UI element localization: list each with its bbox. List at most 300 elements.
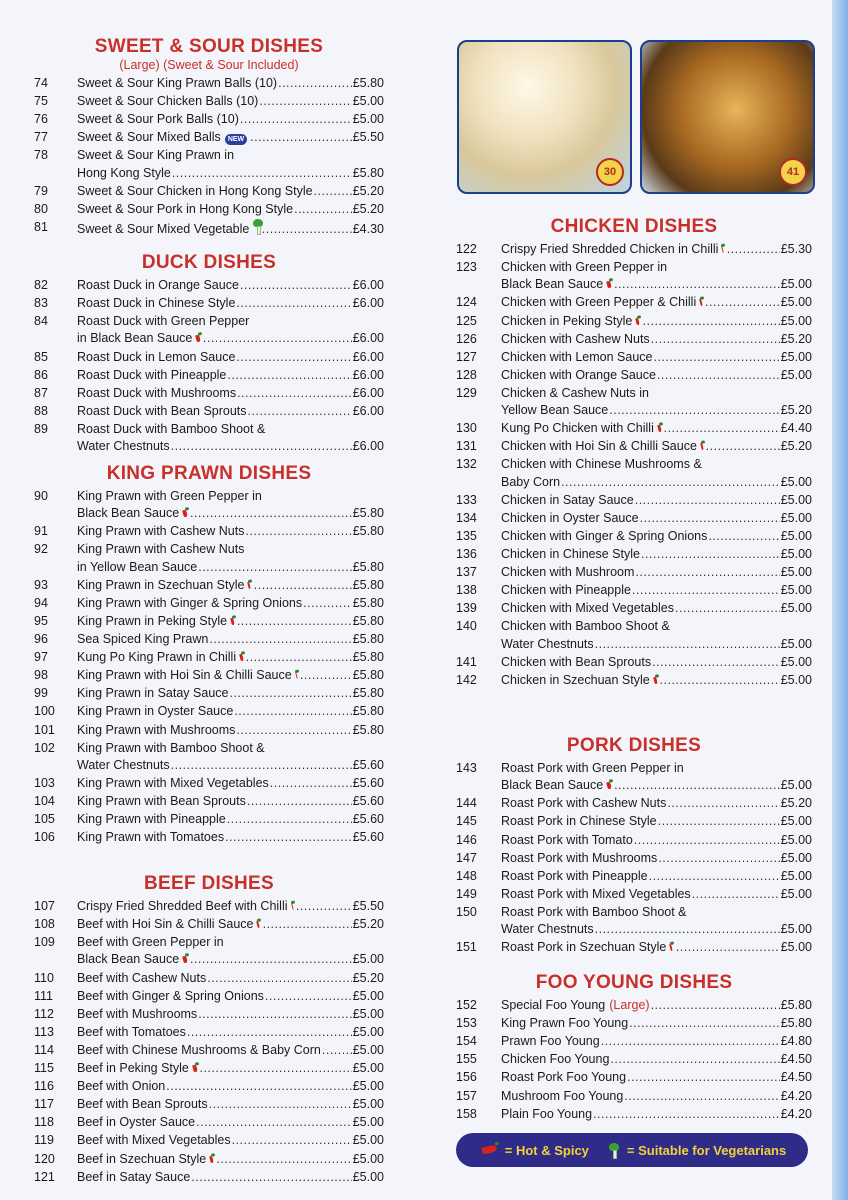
menu-item	[456, 241, 812, 258]
item-name: Sweet & Sour Mixed Vegetable	[77, 221, 250, 236]
item-name: Roast Pork with Cashew Nuts	[501, 796, 667, 811]
item-price: £5.80	[780, 998, 812, 1012]
vegetarian-icon	[609, 1143, 619, 1157]
menu-item	[34, 916, 384, 933]
size-note: (Large)	[609, 998, 650, 1012]
item-number: 97	[34, 650, 48, 665]
item-name: Special Foo Young	[501, 998, 606, 1012]
item-number: 138	[456, 583, 477, 598]
item-price: £5.00	[780, 601, 812, 616]
dot-leader	[706, 438, 780, 455]
item-price: £5.80	[352, 632, 384, 646]
item-number: 150	[456, 904, 477, 919]
dot-leader	[172, 165, 352, 182]
item-price: £5.00	[780, 922, 812, 937]
item-price: £6.00	[352, 296, 384, 311]
item-name: Beef in Oyster Sauce	[77, 1115, 196, 1130]
section-title-foo-young-dishes: FOO YOUNG DISHES	[535, 972, 733, 993]
noodles-photo	[640, 40, 815, 194]
item-number: 99	[34, 686, 48, 701]
dot-leader	[727, 241, 780, 258]
item-number: 90	[34, 489, 48, 503]
item-price: £6.00	[352, 367, 384, 382]
item-name: Roast Pork in Chinese Style	[501, 814, 657, 829]
item-name: Chicken with Green Pepper in	[501, 260, 668, 275]
item-name: Beef in Satay Sauce	[77, 1169, 191, 1184]
item-name: Beef with Cashew Nuts	[77, 970, 207, 985]
dot-leader	[171, 438, 352, 455]
item-name: Sweet & Sour King Prawn in	[77, 148, 235, 163]
dot-leader	[209, 1096, 352, 1113]
section-subtitle: (Large) (Sweet & Sour Included)	[119, 58, 299, 72]
item-price: £5.00	[780, 277, 812, 292]
menu-item	[34, 541, 384, 575]
item-price: £5.00	[780, 832, 812, 847]
menu-item	[34, 1042, 384, 1059]
dot-leader	[258, 221, 352, 238]
item-name: in Black Bean Sauce	[77, 331, 193, 346]
menu-item	[456, 654, 812, 671]
item-price: £5.00	[352, 1151, 384, 1166]
item-name: Roast Pork with Green Pepper in	[501, 761, 684, 775]
item-price: £5.00	[352, 1006, 384, 1021]
item-name: Chicken with Lemon Sauce	[501, 349, 653, 364]
item-number: 101	[34, 722, 55, 737]
menu-item	[456, 1069, 812, 1086]
item-price: £5.60	[352, 812, 384, 827]
dot-leader	[708, 528, 779, 545]
item-name: Roast Duck with Mushrooms	[77, 385, 237, 400]
dot-leader	[614, 777, 780, 794]
dot-leader	[635, 492, 780, 509]
item-number: 112	[34, 1006, 54, 1021]
item-price: £4.40	[780, 421, 812, 436]
item-price: £5.20	[352, 917, 384, 932]
item-name: Chicken with Pineapple	[501, 583, 631, 598]
item-number: 156	[456, 1070, 477, 1085]
item-name: Sweet & Sour Chicken in Hong Kong Style	[77, 183, 313, 198]
dot-leader	[657, 367, 780, 384]
item-number: 111	[34, 988, 54, 1003]
item-name: Chicken in Satay Sauce	[501, 492, 634, 507]
item-number: 124	[456, 295, 477, 310]
dot-leader	[248, 403, 352, 420]
item-number: 144	[456, 796, 477, 811]
dot-leader	[234, 703, 351, 720]
chili-icon	[606, 281, 611, 289]
menu-item	[34, 631, 384, 648]
item-number: 151	[456, 940, 477, 955]
menu-item	[34, 1151, 384, 1168]
dot-leader	[635, 564, 779, 581]
item-name: King Prawn with Mushrooms	[77, 722, 236, 737]
menu-item	[34, 201, 384, 218]
item-name: Beef with Tomatoes	[77, 1024, 186, 1039]
item-price: £4.50	[780, 1070, 812, 1085]
item-price: £5.00	[352, 1061, 384, 1075]
fried-rice-photo	[457, 40, 632, 194]
item-number: 132	[456, 457, 477, 472]
item-number: 136	[456, 547, 477, 561]
menu-item	[34, 934, 384, 968]
dot-leader	[609, 402, 779, 419]
menu-item	[34, 595, 384, 612]
dot-leader	[614, 276, 780, 293]
item-name: Crispy Fried Shredded Chicken in Chilli	[501, 242, 719, 256]
item-name: Roast Pork with Pineapple	[501, 868, 648, 883]
chili-icon	[239, 654, 243, 661]
chili-icon	[230, 618, 234, 625]
item-price: £5.00	[352, 1079, 384, 1094]
item-number: 94	[34, 595, 48, 610]
menu-item	[456, 832, 812, 849]
menu-item	[34, 1060, 384, 1077]
dot-leader	[237, 613, 352, 630]
menu-item	[34, 147, 384, 181]
photo-badge: 30	[596, 158, 624, 186]
menu-item	[34, 93, 384, 110]
item-name: Chicken with Orange Sauce	[501, 367, 656, 382]
menu-item	[456, 510, 812, 527]
item-name: Chicken with Mushroom	[501, 565, 635, 580]
chili-icon	[291, 903, 294, 910]
dot-leader	[322, 1042, 352, 1059]
legend-veg-label: = Suitable for Vegetarians	[626, 1142, 787, 1158]
item-number: 130	[456, 421, 477, 436]
dot-leader	[624, 1088, 779, 1105]
dot-leader	[259, 93, 351, 110]
chili-icon	[196, 335, 201, 343]
chili-icon	[192, 1065, 197, 1073]
photo-badge: 41	[779, 158, 807, 186]
item-name: Baby Corn	[501, 474, 561, 489]
dot-leader	[198, 1006, 352, 1023]
item-price: £5.00	[352, 1042, 384, 1057]
dot-leader	[229, 685, 351, 702]
item-name: Water Chestnuts	[77, 439, 170, 454]
menu-item	[34, 829, 384, 846]
item-price: £5.00	[780, 672, 812, 687]
dot-leader	[263, 916, 352, 933]
item-name: Chicken in Oyster Sauce	[501, 510, 639, 525]
item-price: £6.00	[352, 278, 384, 292]
item-name: Beef with Bean Sprouts	[77, 1097, 208, 1112]
menu-item	[34, 667, 384, 684]
page-edge-stripe	[832, 0, 848, 1200]
item-name: Prawn Foo Young	[501, 1034, 600, 1049]
item-name: Black Bean Sauce	[501, 778, 604, 793]
menu-item	[456, 672, 812, 689]
item-number: 107	[34, 899, 55, 913]
section-title-sweet-sour-dishes: SWEET & SOUR DISHES	[94, 36, 324, 57]
item-name: King Prawn with Pineapple	[77, 812, 226, 827]
dot-leader	[236, 295, 351, 312]
item-price: £5.00	[352, 1024, 384, 1039]
item-number: 123	[456, 260, 477, 275]
item-name: Chicken with Green Pepper & Chilli	[501, 295, 697, 310]
dot-leader	[593, 1106, 780, 1123]
item-price: £5.20	[352, 201, 384, 216]
menu-item	[456, 1106, 812, 1123]
item-name: King Prawn in Satay Sauce	[77, 686, 229, 701]
item-price: £5.20	[780, 331, 812, 346]
dot-leader	[314, 183, 352, 200]
menu-item	[456, 456, 812, 490]
menu-item	[34, 183, 384, 200]
item-number: 74	[34, 76, 48, 90]
item-price: £5.20	[780, 439, 812, 454]
item-number: 91	[34, 524, 48, 539]
item-name: Chicken with Bean Sprouts	[501, 654, 652, 669]
item-name: King Prawn with Bean Sprouts	[77, 794, 246, 808]
dot-leader	[641, 546, 780, 563]
dot-leader	[203, 330, 352, 347]
item-price: £5.50	[352, 130, 384, 145]
dot-leader	[236, 722, 351, 739]
item-price: £6.00	[352, 331, 384, 346]
item-number: 118	[34, 1115, 54, 1130]
item-price: £5.30	[780, 242, 812, 256]
chili-icon	[248, 582, 252, 589]
item-number: 125	[456, 313, 477, 328]
item-name: King Prawn with Cashew Nuts	[77, 524, 245, 539]
item-number: 154	[456, 1034, 477, 1049]
item-number: 110	[34, 970, 54, 985]
dot-leader	[209, 631, 351, 648]
menu-item	[456, 904, 812, 938]
item-number: 98	[34, 668, 48, 683]
item-price: £5.00	[780, 940, 812, 955]
item-name: Black Bean Sauce	[501, 277, 604, 292]
dot-leader	[254, 577, 352, 594]
dot-leader	[595, 921, 780, 938]
item-number: 106	[34, 830, 55, 845]
item-name: Roast Pork with Bamboo Shoot &	[501, 904, 687, 919]
menu-item	[34, 421, 384, 455]
menu-item	[34, 349, 384, 366]
menu-item	[456, 420, 812, 437]
dot-leader	[199, 1060, 351, 1077]
item-price: £5.00	[780, 886, 812, 901]
menu-item	[34, 685, 384, 702]
dot-leader	[675, 600, 780, 617]
item-number: 115	[34, 1061, 54, 1075]
menu-item	[456, 868, 812, 885]
item-number: 100	[34, 704, 55, 719]
dot-leader	[610, 1051, 779, 1068]
item-number: 133	[456, 492, 477, 507]
item-name: Black Bean Sauce	[77, 952, 180, 967]
dot-leader	[601, 1033, 780, 1050]
item-price: £5.00	[780, 565, 812, 580]
menu-item	[456, 795, 812, 812]
item-price: £5.00	[352, 1133, 384, 1148]
item-number: 79	[34, 183, 48, 198]
menu-item	[456, 939, 812, 956]
dot-leader	[652, 654, 780, 671]
item-number: 141	[456, 654, 477, 669]
item-name: King Prawn with Green Pepper in	[77, 489, 262, 503]
item-name: Mushroom Foo Young	[501, 1088, 624, 1103]
dot-leader	[660, 672, 780, 689]
chili-icon	[653, 677, 657, 684]
item-number: 85	[34, 349, 48, 364]
chili-icon	[657, 425, 661, 432]
menu-item	[456, 1088, 812, 1105]
section-title-chicken-dishes: CHICKEN DISHES	[550, 216, 718, 237]
menu-item	[34, 577, 384, 594]
dot-leader	[240, 111, 352, 128]
item-number: 140	[456, 619, 477, 634]
item-number: 109	[34, 935, 55, 950]
dot-leader	[207, 970, 351, 987]
item-name: King Prawn in Peking Style	[77, 613, 228, 628]
menu-item	[34, 313, 384, 347]
dot-leader	[667, 795, 779, 812]
item-name: Roast Pork Foo Young	[501, 1070, 627, 1085]
menu-item	[34, 403, 384, 420]
item-number: 80	[34, 201, 48, 216]
menu-item	[456, 1033, 812, 1050]
item-name: Roast Pork in Szechuan Style	[501, 940, 667, 955]
item-name: Sweet & Sour King Prawn Balls (10)	[77, 76, 278, 90]
item-number: 157	[456, 1088, 477, 1103]
menu-item	[456, 259, 812, 293]
menu-item	[456, 385, 812, 419]
item-number: 108	[34, 917, 55, 932]
item-number: 149	[456, 886, 477, 901]
item-name: Roast Duck with Green Pepper	[77, 314, 250, 329]
item-name: in Yellow Bean Sauce	[77, 559, 198, 574]
item-price: £5.00	[352, 952, 384, 967]
item-name: Water Chestnuts	[501, 636, 594, 651]
item-number: 152	[456, 998, 477, 1012]
legend-hot-label: = Hot & Spicy	[504, 1142, 589, 1158]
item-number: 75	[34, 94, 48, 109]
dot-leader	[227, 367, 351, 384]
item-name: Beef in Szechuan Style	[77, 1151, 207, 1166]
item-price: £4.80	[780, 1034, 812, 1049]
item-number: 131	[456, 439, 477, 454]
item-price: £5.00	[780, 367, 812, 382]
item-number: 88	[34, 403, 48, 418]
item-price: £5.80	[352, 559, 384, 574]
dot-leader	[190, 951, 352, 968]
item-name: Roast Pork with Mixed Vegetables	[501, 886, 691, 901]
dot-leader	[227, 811, 352, 828]
section-title-pork-dishes: PORK DISHES	[566, 735, 702, 756]
dot-leader	[634, 832, 780, 849]
chili-icon	[182, 510, 187, 518]
item-price: £5.60	[352, 757, 384, 772]
item-name: Chicken in Peking Style	[501, 313, 633, 328]
menu-item	[34, 898, 384, 915]
menu-item	[34, 988, 384, 1005]
item-name: Roast Duck with Pineapple	[77, 367, 227, 382]
item-name: King Prawn in Oyster Sauce	[77, 704, 234, 719]
item-price: £5.80	[352, 650, 384, 665]
item-price: £5.80	[352, 76, 384, 90]
dot-leader	[240, 277, 352, 294]
menu-item	[34, 277, 384, 294]
item-name: Water Chestnuts	[501, 922, 594, 937]
menu-item	[456, 760, 812, 794]
item-price: £6.00	[352, 349, 384, 364]
item-price: £5.00	[352, 1097, 384, 1112]
item-name: Chicken with Chinese Mushrooms &	[501, 457, 702, 472]
item-name: Sweet & Sour Pork in Hong Kong Style	[77, 201, 294, 216]
item-number: 139	[456, 601, 477, 616]
menu-item	[456, 528, 812, 545]
menu-item	[34, 793, 384, 810]
item-price: £4.30	[352, 221, 384, 236]
item-name: Beef in Peking Style	[77, 1061, 189, 1075]
item-price: £6.00	[352, 439, 384, 454]
menu-item	[456, 331, 812, 348]
item-number: 96	[34, 632, 48, 646]
dot-leader	[627, 1069, 780, 1086]
menu-item	[34, 1114, 384, 1131]
chili-icon	[257, 921, 261, 928]
item-name: Chicken in Szechuan Style	[501, 672, 650, 687]
menu-item	[34, 523, 384, 540]
dot-leader	[658, 813, 780, 830]
item-price: £5.00	[352, 112, 384, 127]
menu-item	[34, 613, 384, 630]
item-name: Beef with Hoi Sin & Chilli Sauce	[77, 917, 254, 932]
item-name: Sweet & Sour Chicken Balls (10)	[77, 94, 259, 109]
item-name: Sweet & Sour Mixed Balls	[77, 130, 221, 145]
item-number: 84	[34, 314, 48, 329]
item-name: Water Chestnuts	[77, 757, 170, 772]
item-number: 76	[34, 112, 48, 127]
item-price: £5.80	[352, 722, 384, 737]
item-price: £5.80	[352, 506, 384, 521]
item-name: Chicken with Cashew Nuts	[501, 331, 650, 346]
menu-item	[456, 1015, 812, 1032]
item-name: Chicken in Chinese Style	[501, 547, 640, 561]
menu-item	[34, 488, 384, 522]
item-number: 137	[456, 565, 477, 580]
chili-icon	[699, 299, 702, 306]
item-name: Roast Duck in Lemon Sauce	[77, 349, 236, 364]
item-price: £5.80	[352, 704, 384, 719]
menu-item	[456, 600, 812, 617]
item-name: Beef with Mushrooms	[77, 1006, 198, 1021]
dot-leader	[265, 988, 352, 1005]
menu-item	[34, 703, 384, 720]
menu-item	[456, 546, 812, 563]
dot-leader	[196, 1114, 352, 1131]
dot-leader	[595, 636, 780, 653]
menu-item	[456, 349, 812, 366]
item-price: £5.80	[352, 668, 384, 683]
dot-leader	[190, 505, 352, 522]
item-name: King Prawn with Cashew Nuts	[77, 542, 245, 557]
item-name: Roast Duck in Chinese Style	[77, 296, 236, 311]
item-price: £5.00	[780, 492, 812, 507]
dot-leader	[705, 294, 780, 311]
item-price: £5.80	[352, 577, 384, 592]
item-number: 126	[456, 331, 477, 346]
item-name: King Prawn with Ginger & Spring Onions	[77, 595, 303, 610]
dot-leader	[653, 349, 779, 366]
dot-leader	[294, 201, 352, 218]
item-price: £4.50	[780, 1052, 812, 1067]
section-title-king-prawn-dishes: KING PRAWN DISHES	[106, 463, 312, 484]
item-price: £5.00	[780, 654, 812, 669]
menu-item	[34, 1078, 384, 1095]
